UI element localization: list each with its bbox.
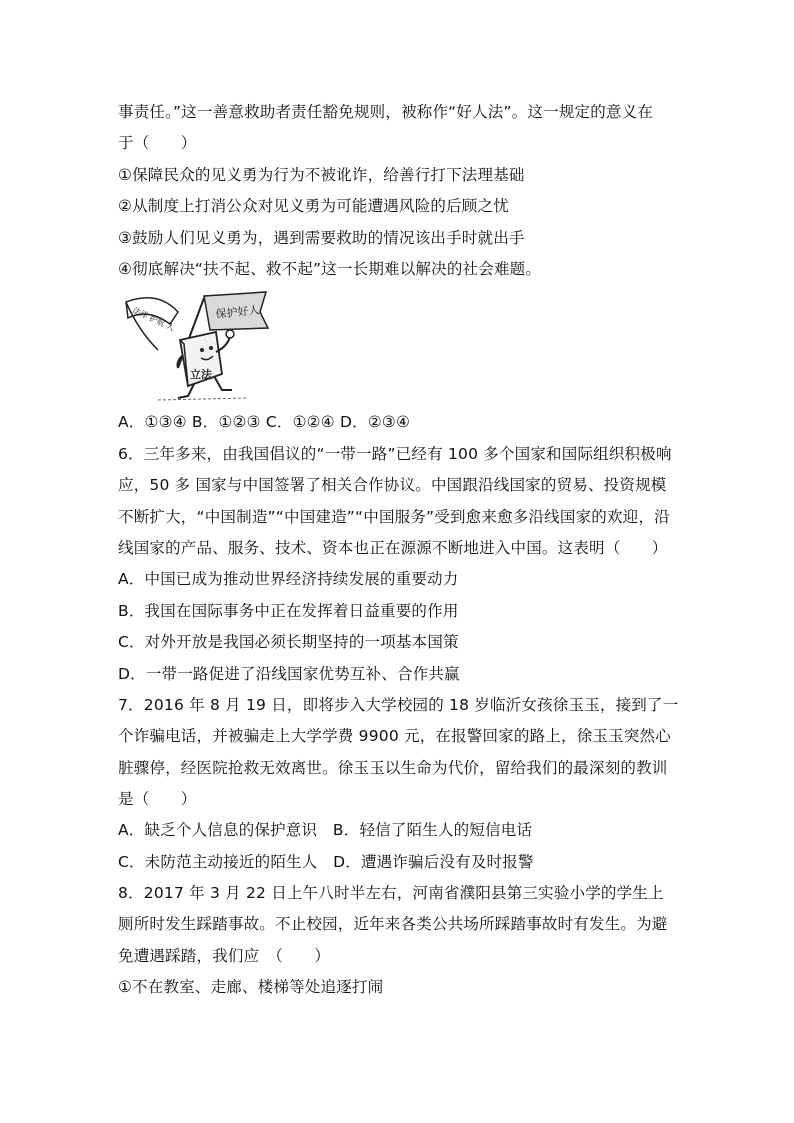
- question-5-statement-1: ①保障民众的见义勇为行为不被讹诈，给善行打下法理基础: [118, 166, 525, 184]
- question-5-stem-line-1: 事责任。”这一善意救助者责任豁免规则，被称作“好人法”。这一规定的意义在: [118, 103, 654, 121]
- question-7-options-cd: C．未防范主动接近的陌生人 D．遭遇诈骗后没有及时报警: [118, 853, 534, 871]
- question-7-stem-line-2: 个诈骗电话，并被骗走上大学学费 9900 元，在报警回家的路上，徐玉玉突然心: [118, 727, 671, 745]
- cartoon-banner-text: 法律 护航 人: [131, 305, 176, 333]
- question-5-statement-3: ③鼓励人们见义勇为，遇到需要救助的情况该出手时就出手: [118, 229, 525, 247]
- question-6-stem-line-3: 不断扩大，“中国制造”“中国建造”“中国服务”受到愈来愈多沿线国家的欢迎，沿: [118, 508, 670, 526]
- question-7-options-ab: A．缺乏个人信息的保护意识 B．轻信了陌生人的短信电话: [118, 821, 533, 839]
- question-7-stem-line-1: 7．2016 年 8 月 19 日，即将步入大学校园的 18 岁临沂女孩徐玉玉，接到了一: [118, 696, 679, 714]
- cartoon-body-text: 立法: [190, 368, 212, 381]
- question-5-options: A．①③④ B．①②③ C．①②④ D．②③④: [118, 413, 411, 431]
- good-samaritan-law-cartoon: [118, 290, 270, 402]
- question-5-statement-2: ②从制度上打消公众对见义勇为可能遭遇风险的后顾之忧: [118, 197, 509, 215]
- question-6-option-c: C．对外开放是我国必须长期坚持的一项基本国策: [118, 633, 459, 651]
- question-6-option-a: A．中国已成为推动世界经济持续发展的重要动力: [118, 570, 459, 588]
- question-8-stem-line-3: 免遭遇踩踏，我们应 （ ）: [118, 947, 331, 965]
- question-7-stem-line-3: 脏骤停，经医院抢救无效离世。徐玉玉以生命为代价，留给我们的最深刻的教训: [118, 759, 668, 777]
- question-6-option-d: D．一带一路促进了沿线国家优势互补、合作共赢: [118, 665, 460, 683]
- question-8-stem-line-2: 厕所时发生踩踏事故。不止校园，近年来各类公共场所踩踏事故时有发生。为避: [118, 915, 668, 933]
- question-8-stem-line-1: 8．2017 年 3 月 22 日上午八时半左右，河南省濮阳县第三实验小学的学生上: [118, 884, 664, 902]
- question-8-statement-1: ①不在教室、走廊、楼梯等处追逐打闹: [118, 978, 384, 996]
- question-5-stem-line-2: 于（ ）: [118, 134, 197, 152]
- question-6-option-b: B．我国在国际事务中正在发挥着日益重要的作用: [118, 602, 459, 620]
- question-5-statement-4: ④彻底解决“扶不起、救不起”这一长期难以解决的社会难题。: [118, 260, 542, 278]
- question-6-stem-line-4: 线国家的产品、服务、技术、资本也正在源源不断地进入中国。这表明（ ）: [118, 539, 668, 557]
- question-6-stem-line-1: 6．三年多来，由我国倡议的“一带一路”已经有 100 多个国家和国际组织积极响: [118, 445, 672, 463]
- cartoon-flag-text: 保护好人: [214, 303, 261, 321]
- question-7-stem-line-4: 是（ ）: [118, 790, 197, 808]
- question-6-stem-line-2: 应，50 多 国家与中国签署了相关合作协议。中国跟沿线国家的贸易、投资规模: [118, 476, 667, 494]
